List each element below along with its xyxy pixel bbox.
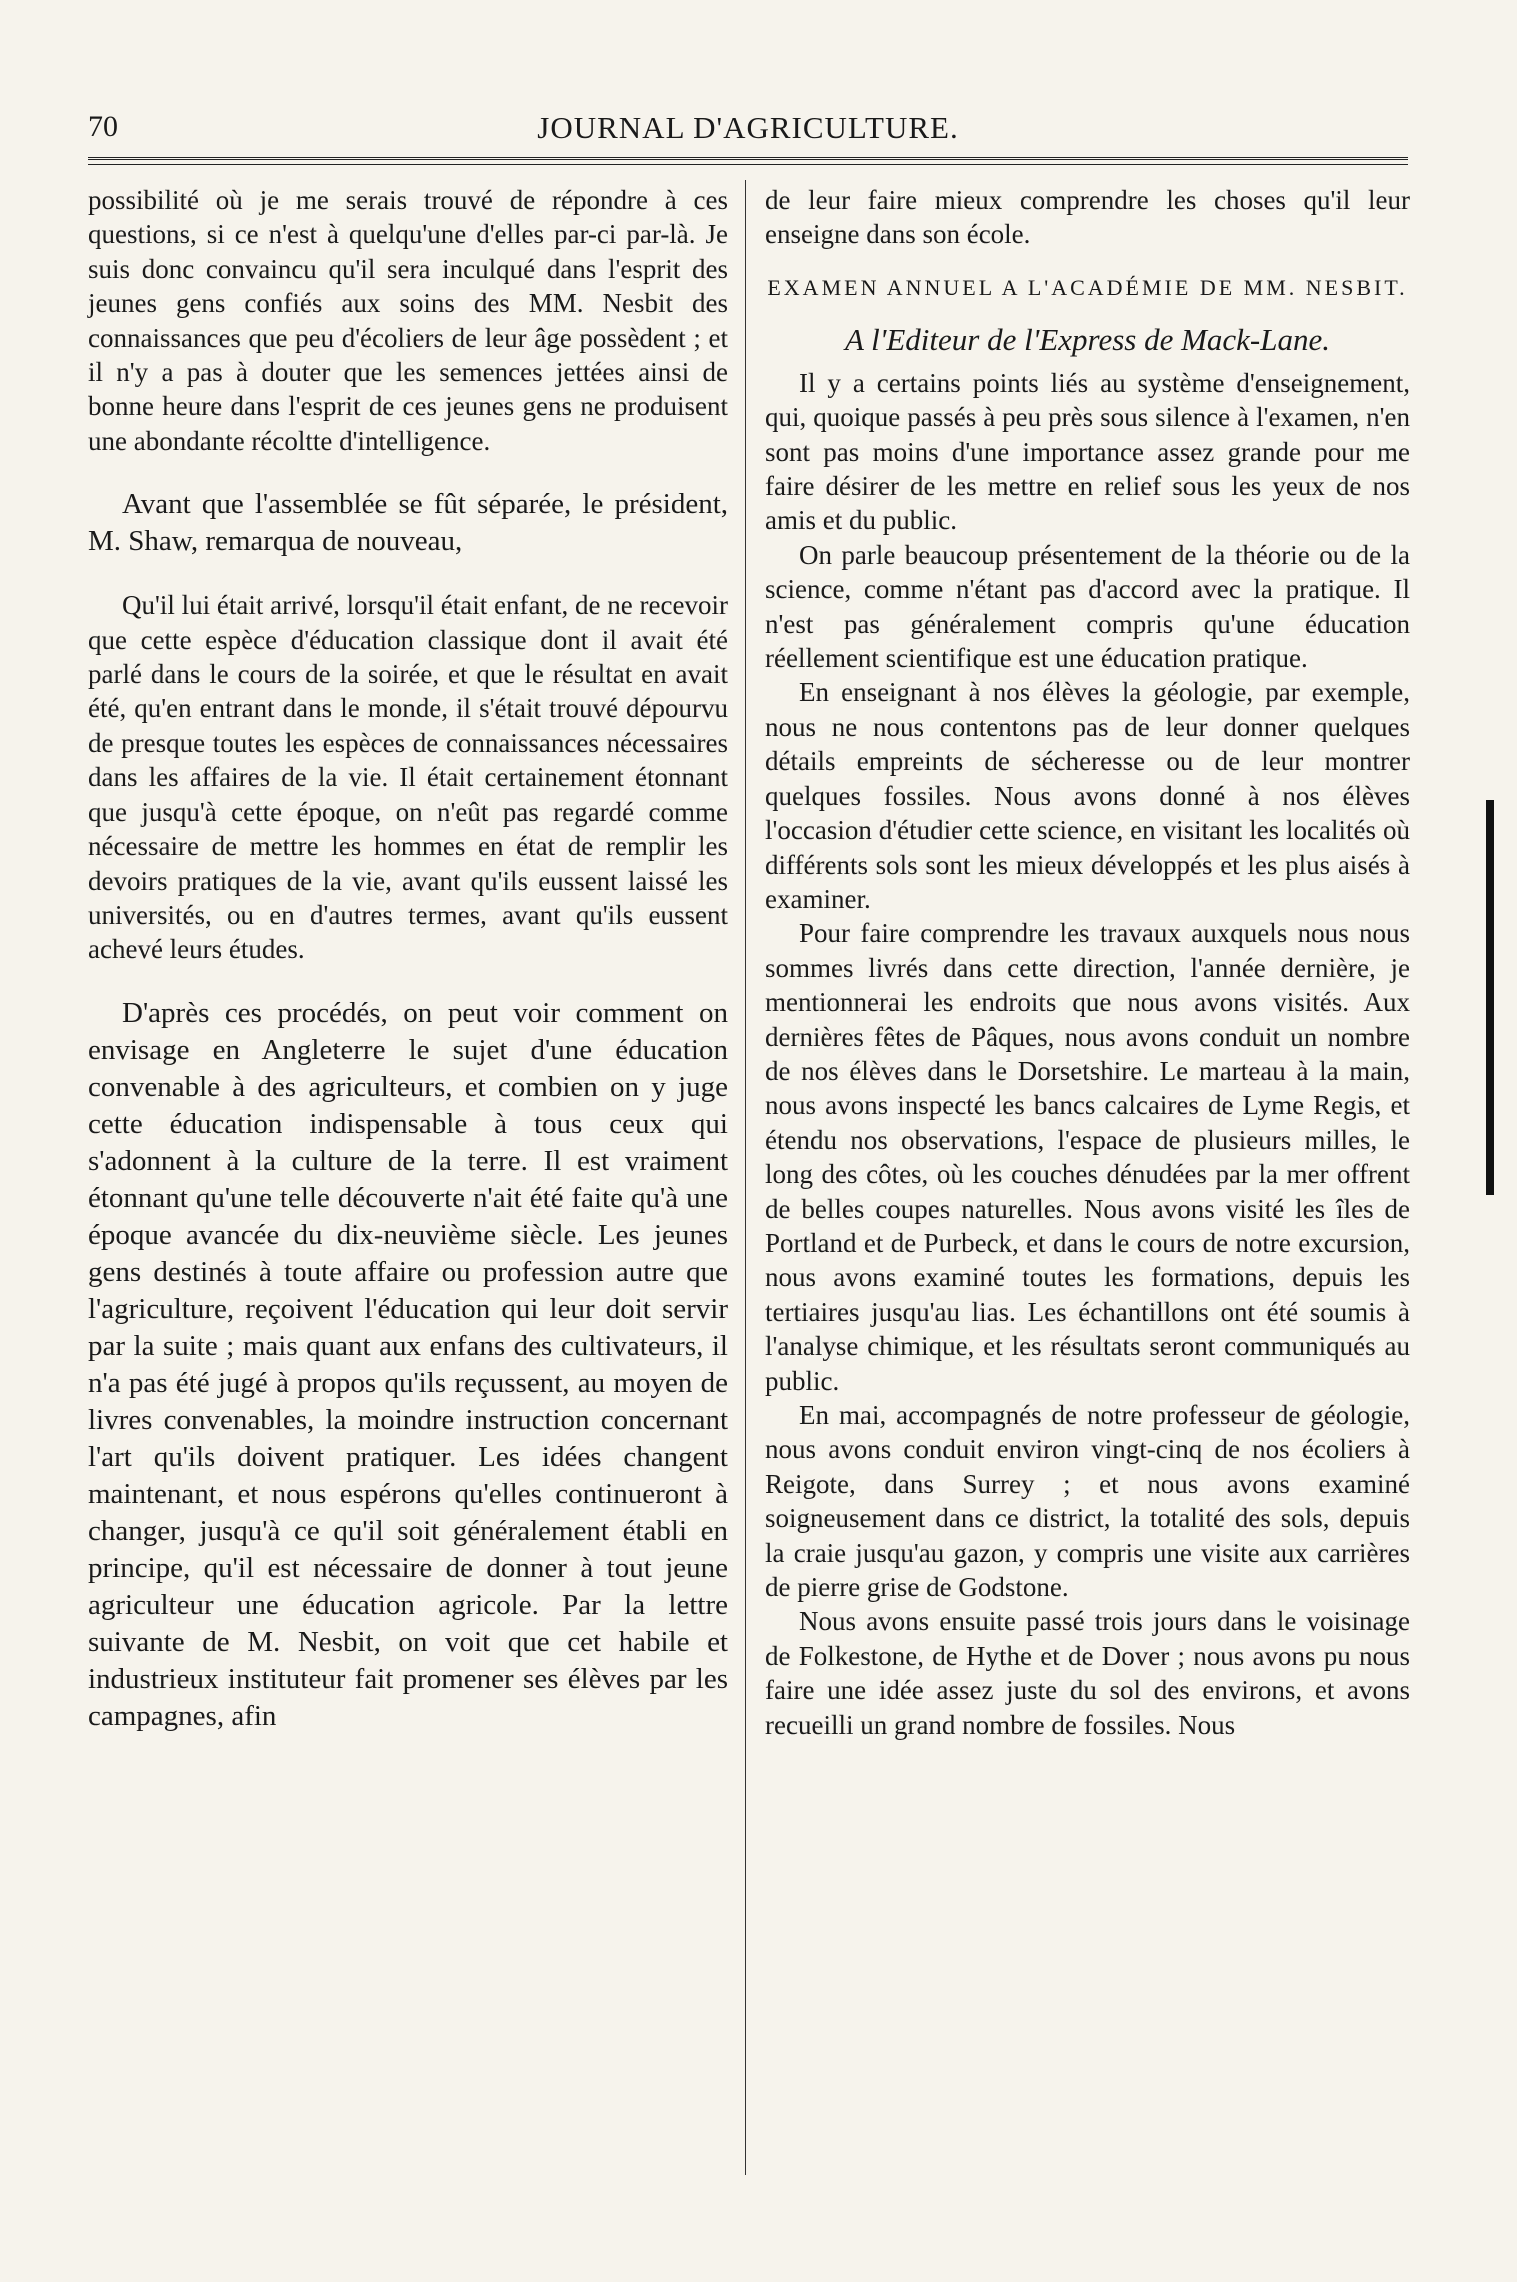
right-paragraph-3: En enseignant à nos élèves la géologie, par exemple, nous ne nous contentons pas de leur donner quelques détails empreints de sécheresse ou de leur montrer quelques fossiles. Nous avons donné à nos élèves l'occasion d'étudier cette science, en visitant les localités où différents sols sont les mieux développés et les plus aisés à examiner. xyxy=(765,677,1410,914)
right-column xyxy=(765,183,1410,1742)
right-paragraph-4: Pour faire comprendre les travaux auxquels nous nous sommes livrés dans cette direction, l'année dernière, je mentionnerai les endroits que nous avons visités. Aux dernières fêtes de Pâques, nous avons conduit un nombre de nos élèves dans le Dorsetshire. Le marteau à la main, nous avons inspecté les bancs calcaires de Lyme Regis, et étendu nos observations, l'espace de plusieurs milles, le long des côtes, où les couches dénudées par la mer offrent de belles coupes naturelles. Nous avons visité les îles de Portland et de Purbeck, et dans le cours de notre excursion, nous avons examiné toutes les formations, depuis les tertiaires jusqu'au lias. Les échantillons ont été soumis à l'analyse chimique, et les résultats seront communiqués au public. xyxy=(765,918,1410,1396)
page-header xyxy=(88,108,1408,152)
left-paragraph-3: Qu'il lui était arrivé, lorsqu'il était enfant, de ne recevoir que cette espèce d'éducation classique dont il avait été parlé dans le cours de la soirée, et que le résultat en avait été, qu'en entrant dans le monde, il s'était trouvé dépourvu de presque toutes les espèces de connaissances nécessaires dans les affaires de la vie. Il était certainement étonnant que jusqu'à cette époque, on n'eût pas regardé comme nécessaire de mettre les hommes en état de remplir les devoirs pratiques de la vie, avant qu'ils eussent laissé les universités, ou en d'autres termes, avant qu'ils eussent achevé leurs études. xyxy=(88,590,728,965)
right-paragraph-0: de leur faire mieux comprendre les choses qu'il leur enseigne dans son école. xyxy=(765,185,1410,250)
left-paragraph-2: Avant que l'assemblée se fût séparée, le président, M. Shaw, remarqua de nouveau, xyxy=(88,488,728,558)
right-paragraph-6: Nous avons ensuite passé trois jours dans le voisinage de Folkestone, de Hythe et de Dover ; nous avons pu nous faire une idée assez juste du sol des environs, et avons recueilli un grand nombre de fossiles. Nous xyxy=(765,1606,1410,1740)
margin-mark xyxy=(1486,800,1494,1195)
header-rule xyxy=(88,157,1408,165)
left-column xyxy=(88,183,728,1735)
left-paragraph-4: D'après ces procédés, on peut voir comment on envisage en Angleterre le sujet d'une éducation convenable à des agriculteurs, et combien on y juge cette éducation indispensable à tous ceux qui s'adonnent à la culture de la terre. Il est vraiment étonnant qu'une telle découverte n'ait été faite qu'à une époque avancée du dix-neuvième siècle. Les jeunes gens destinés à toute affaire ou profession autre que l'agriculture, reçoivent l'éducation qui leur doit servir par la suite ; mais quant aux enfans des cultivateurs, il n'a pas été jugé à propos qu'ils reçussent, au moyen de livres convenables, la moindre instruction concernant l'art qu'ils doivent pratiquer. Les idées changent maintenant, et nous espérons qu'elles continueront à changer, jusqu'à ce qu'il soit généralement établi en principe, qu'il est nécessaire de donner à tout jeune agriculteur une éducation agricole. Par la lettre suivante de M. Nesbit, on voit que cet habile et industrieux instituteur fait promener ses élèves par les campagnes, afin xyxy=(88,996,728,1732)
letter-heading: A l'Editeur de l'Express de Mack-Lane. xyxy=(844,321,1331,357)
right-paragraph-1: Il y a certains points liés au système d'enseignement, qui, quoique passés à peu près sous silence à l'examen, n'en sont pas moins d'une importance assez grande pour me faire désirer de les mettre en relief sous les yeux de nos amis et du public. xyxy=(765,367,1410,536)
right-paragraph-2: On parle beaucoup présentement de la théorie ou de la science, comme n'étant pas d'accord avec la pratique. Il n'est pas généralement compris qu'une éducation réellement scientifique est une éducation pratique. xyxy=(765,539,1410,674)
right-paragraph-5: En mai, accompagnés de notre professeur de géologie, nous avons conduit environ vingt-cinq de nos écoliers à Reigote, dans Surrey ; et nous avons examiné soigneusement dans ce district, la totalité des sols, depuis la craie jusqu'au gazon, y compris une visite aux carrières de pierre grise de Godstone. xyxy=(765,1400,1410,1603)
column-divider xyxy=(745,180,746,2175)
section-heading: EXAMEN ANNUEL A L'ACADÉMIE DE MM. NESBIT. xyxy=(767,274,1408,300)
running-title: JOURNAL D'AGRICULTURE. xyxy=(537,110,959,145)
page-number: 70 xyxy=(88,110,118,143)
left-paragraph-1: possibilité où je me serais trouvé de répondre à ces questions, si ce n'est à quelqu'une d'elles par-ci par-là. Je suis donc convaincu qu'il sera inculqué dans l'esprit des jeunes gens confiés aux soins des MM. Nesbit des connaissances que peu d'écoliers de leur âge possèdent ; et il n'y a pas à douter que les semences jettées ainsi de bonne heure dans l'esprit de ces jeunes gens ne produisent une abondante récoltte d'intelligence. xyxy=(88,185,728,456)
